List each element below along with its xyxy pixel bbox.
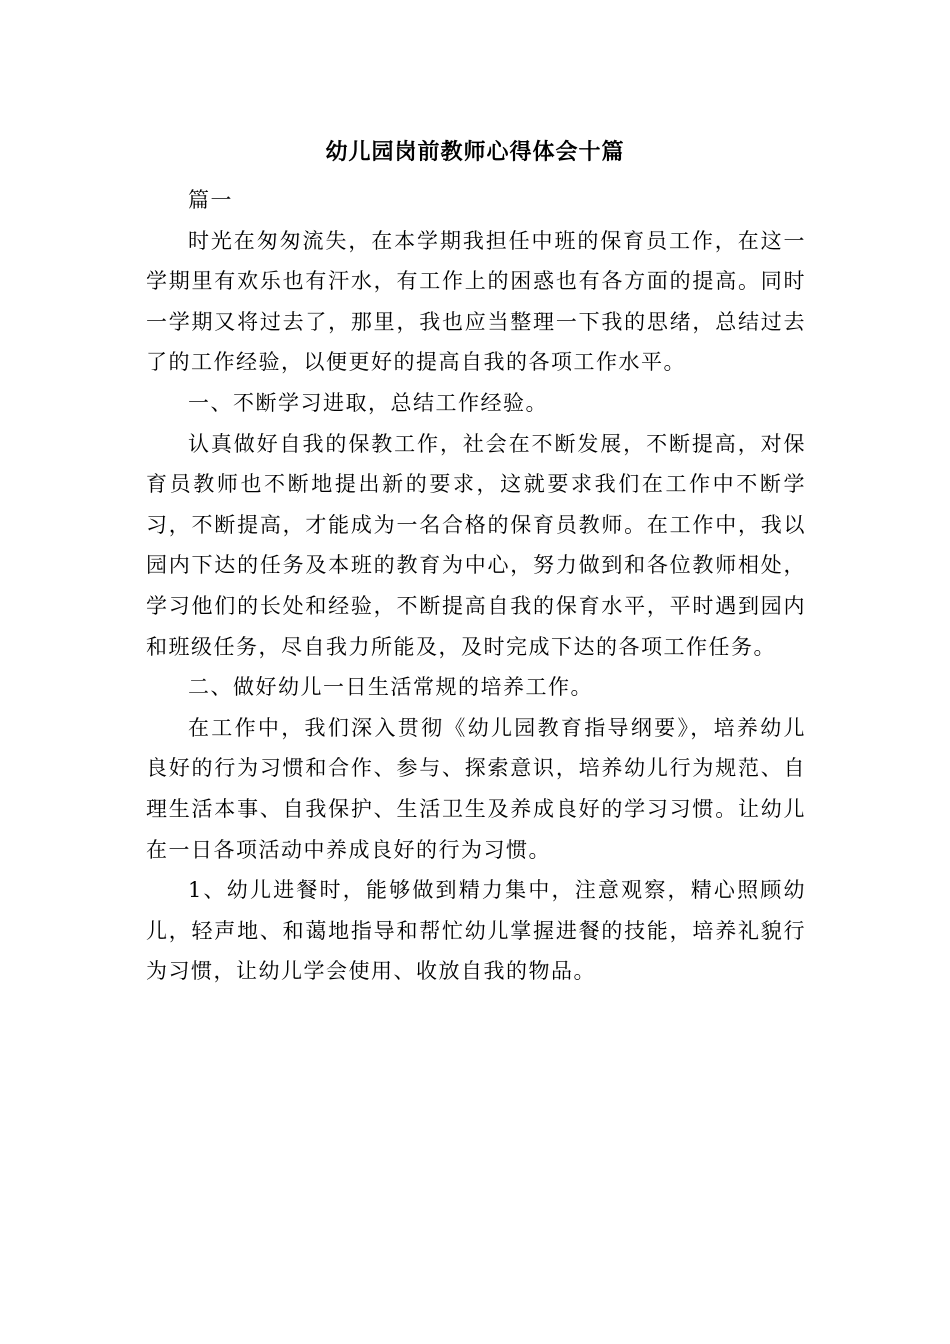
paragraph: 1、幼儿进餐时，能够做到精力集中，注意观察，精心照顾幼儿，轻声地、和蔼地指导和帮忙幼儿掌握进餐的技能，培养礼貌行为习惯，让幼儿学会使用、收放自我的物品。 xyxy=(146,878,806,984)
paragraph: 认真做好自我的保教工作，社会在不断发展，不断提高，对保育员教师也不断地提出新的要求，这就要求我们在工作中不断学习，不断提高，才能成为一名合格的保育员教师。在工作中，我以园内下达的任务及本班的教育为中心，努力做到和各位教师相处，学习他们的长处和经验，不断提高自我的保育水平，平时遇到园内和班级任务，尽自我力所能及，及时完成下达的各项工作任务。 xyxy=(146,431,806,659)
paragraph: 时光在匆匆流失，在本学期我担任中班的保育员工作，在这一学期里有欢乐也有汗水，有工作上的困惑也有各方面的提高。同时一学期又将过去了，那里，我也应当整理一下我的思绪，总结过去了的工作经验，以便更好的提高自我的各项工作水平。 xyxy=(146,228,806,375)
document-title: 幼儿园岗前教师心得体会十篇 xyxy=(325,139,625,165)
section-heading: 二、做好幼儿一日生活常规的培养工作。 xyxy=(188,675,593,700)
paragraph: 在工作中，我们深入贯彻《幼儿园教育指导纲要》，培养幼儿良好的行为习惯和合作、参与、探索意识，培养幼儿行为规范、自理生活本事、自我保护、生活卫生及养成良好的学习习惯。让幼儿在一日各项活动中养成良好的行为习惯。 xyxy=(146,715,806,862)
section-label: 篇一 xyxy=(188,188,233,212)
section-heading: 一、不断学习进取，总结工作经验。 xyxy=(188,390,548,415)
document-body xyxy=(146,180,806,992)
